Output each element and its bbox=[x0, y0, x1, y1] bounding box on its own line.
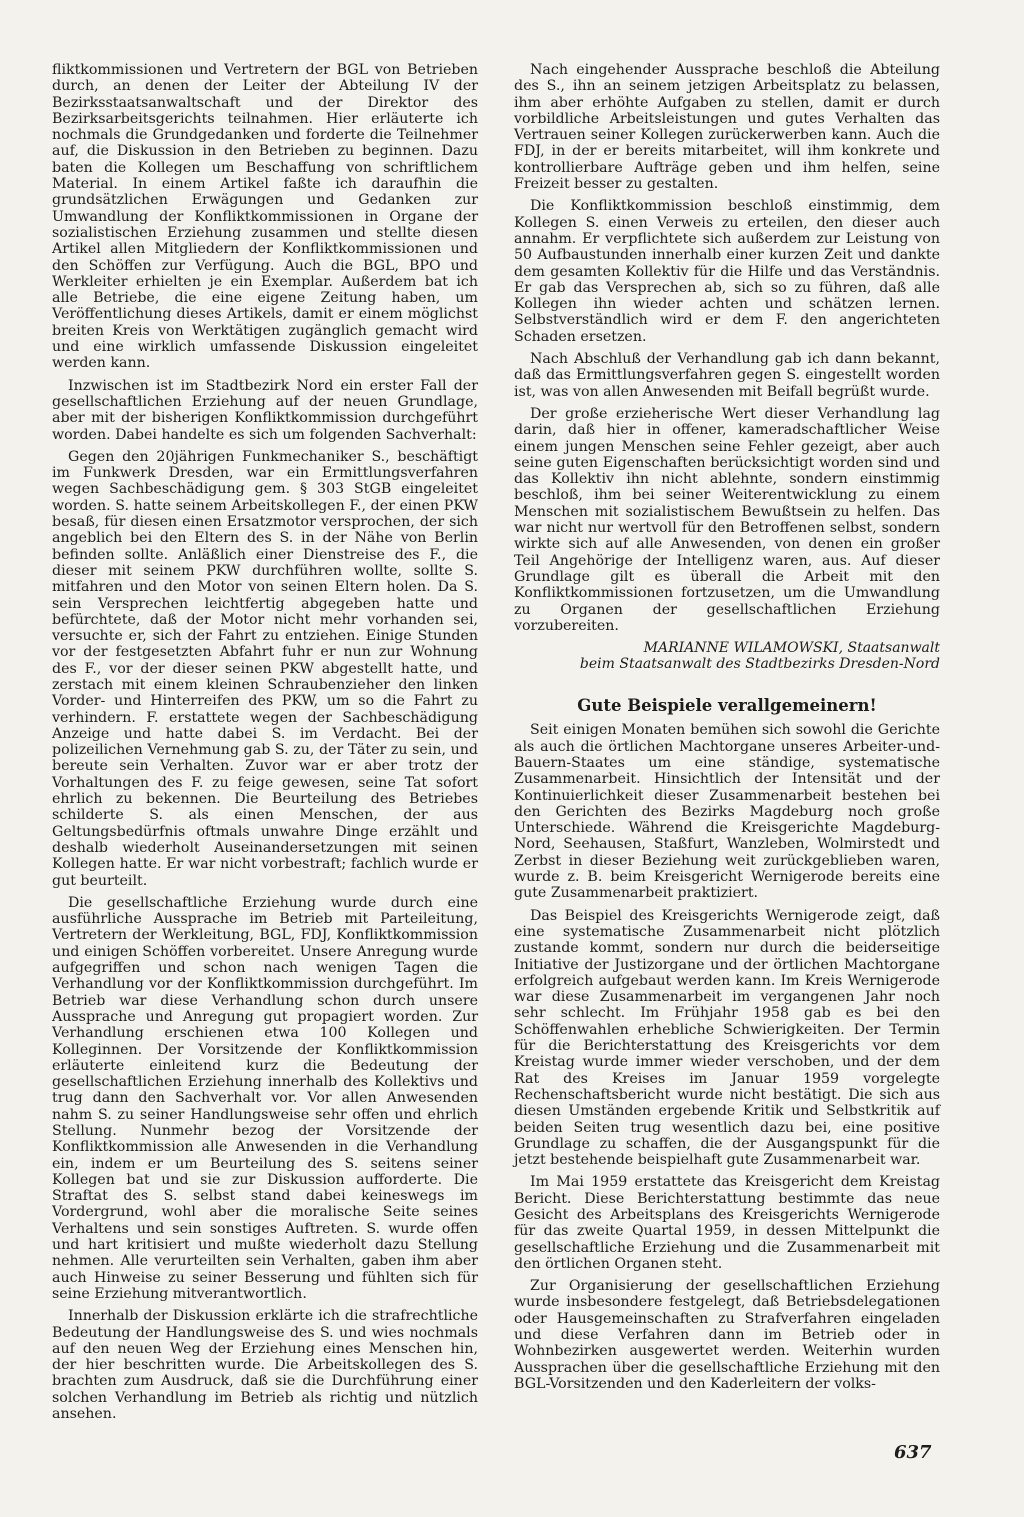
paragraph: Zur Organisierung der gesellschaftlichen Erziehung wurde insbesondere festgelegt, daß Betriebsdelegationen oder Hausgemeinschaften zu Strafverfahren eingeladen und diese Verfahren dann im Betrieb oder in Wohnbezirken ausgewertet werden. Weiterhin wurden Aussprachen über die gesellschaftliche Erziehung mit den BGL-Vorsitzenden und den Kaderleitern der volks- bbox=[514, 1278, 940, 1392]
paragraph: Gegen den 20jährigen Funkmechaniker S., beschäftigt im Funkwerk Dresden, war ein Ermittlungsverfahren wegen Sachbeschädigung gem. § 303 StGB eingeleitet worden. S. hatte seinem Arbeitskollegen F., der einen PKW besaß, für diesen einen Ersatzmotor versprochen, der sich angeblich bei den Eltern des S. in der Nähe von Berlin befinden sollte. Anläßlich einer Dienstreise des F., die dieser mit seinem PKW durchführen wollte, sollte S. mitfahren und den Motor von seinen Eltern holen. Da S. sein Versprechen leichtfertig abgegeben hatte und befürchtete, daß der Motor nicht mehr vorhanden sei, versuchte er, sich der Fahrt zu entziehen. Einige Stunden vor der festgesetzten Abfahrt fuhr er nun zur Wohnung des F., vor der dieser seinen PKW abgestellt hatte, und zerstach mit einem kleinen Schraubenzieher den linken Vorder- und Hinterreifen des PKW, um so die Fahrt zu verhindern. F. erstattete wegen der Sachbeschädigung Anzeige und hatte dabei S. im Verdacht. Bei der polizeilichen Vernehmung gab S. zu, der Täter zu sein, und bereute sein Verhalten. Zuvor war er aber trotz der Vorhaltungen des F. zu feige gewesen, seine Tat sofort ehrlich zu bekennen. Die Beurteilung des Betriebes schilderte S. als einen Menschen, der aus Geltungsbedürfnis oftmals unwahre Dinge erzählt und deshalb wiederholt Auseinandersetzungen mit seinen Kollegen hatte. Er war nicht vorbestraft; fachlich wurde er gut beurteilt. bbox=[52, 448, 478, 889]
paragraph: Seit einigen Monaten bemühen sich sowohl die Gerichte als auch die örtlichen Machtorgane unseres Arbeiter-und-Bauern-Staates um eine ständige, systematische Zusammenarbeit. Hinsichtlich der Intensität und der Kontinuierlichkeit dieser Zusammenarbeit bestehen bei den Gerichten des Bezirks Magdeburg noch große Unterschiede. Während die Kreisgerichte Magdeburg-Nord, Seehausen, Staßfurt, Wanzleben, Wolmirstedt und Zerbst in dieser Beziehung weit zurückgeblieben waren, wurde z. B. beim Kreisgericht Wernigerode bereits eine gute Zusammenarbeit praktiziert. bbox=[514, 722, 940, 902]
author-affiliation: beim Staatsanwalt des Stadtbezirks Dresden-Nord bbox=[579, 656, 940, 673]
paragraph: Innerhalb der Diskussion erklärte ich die strafrechtliche Bedeutung der Handlungsweise des S. und wies nochmals auf den neuen Weg der Erziehung eines Menschen hin, der hier beschritten wurde. Die Arbeitskollegen des S. brachten zum Ausdruck, daß sie die Durchführung einer solchen Verhandlung im Betrieb als richtig und nützlich ansehen. bbox=[52, 1308, 478, 1423]
author-signature bbox=[514, 640, 940, 672]
right-column bbox=[514, 62, 940, 1398]
paragraph: Nach Abschluß der Verhandlung gab ich dann bekannt, daß das Ermittlungsverfahren gegen S. eingestellt worden ist, was von allen Anwesenden mit Beifall begrüßt wurde. bbox=[514, 351, 940, 400]
paragraph: Nach eingehender Aussprache beschloß die Abteilung des S., ihn an seinem jetzigen Arbeitsplatz zu belassen, ihm aber erhöhte Aufgaben zu stellen, damit er durch vorbildliche Arbeitsleistungen und gutes Verhalten das Vertrauen seiner Kollegen zurückerwerben kann. Auch die FDJ, in der er bereits mitarbeitet, will ihm konkrete und kontrollierbare Aufträge geben und ihm helfen, seine Freizeit besser zu gestalten. bbox=[514, 62, 940, 193]
page-number: 637 bbox=[894, 1442, 932, 1463]
left-column bbox=[52, 62, 478, 1428]
paragraph: Inzwischen ist im Stadtbezirk Nord ein erster Fall der gesellschaftlichen Erziehung auf der neuen Grundlage, aber mit der bisherigen Konfliktkommission durchgeführt worden. Dabei handelte es sich um folgenden Sachverhalt: bbox=[52, 377, 478, 443]
paragraph: Im Mai 1959 erstattete das Kreisgericht dem Kreistag Bericht. Diese Berichterstattung bestimmte das neue Gesicht des Arbeitsplans des Kreisgerichts Wernigerode für das zweite Quartal 1959, in dessen Mittelpunkt die gesellschaftliche Erziehung und die Zusammenarbeit mit den örtlichen Organen steht. bbox=[514, 1174, 940, 1272]
author-name: MARIANNE WILAMOWSKI, Staatsanwalt bbox=[643, 640, 940, 657]
paragraph: Der große erzieherische Wert dieser Verhandlung lag darin, daß hier in offener, kameradschaftlicher Weise einem jungen Menschen seine Fehler gezeigt, aber auch seine guten Eigenschaften berücksichtigt worden sind und das Kollektiv ihn nicht ablehnte, sondern einstimmig beschloß, ihm bei seiner Weiterentwicklung zu einem Menschen mit sozialistischem Bewußtsein zu helfen. Das war nicht nur wertvoll für den Betroffenen selbst, sondern wirkte sich auf alle Anwesenden, von denen ein großer Teil Angehörige der Intelligenz waren, aus. Auf dieser Grundlage gilt es überall die Arbeit mit den Konfliktkommissionen fortzusetzen, um die Umwandlung zu Organen der gesellschaftlichen Erziehung vorzubereiten. bbox=[514, 405, 940, 634]
paragraph: Das Beispiel des Kreisgerichts Wernigerode zeigt, daß eine systematische Zusammenarbeit nicht plötzlich zustande kommt, sondern nur durch die beiderseitige Initiative der Justizorgane und der örtlichen Machtorgane erfolgreich aufgebaut werden kann. Im Kreis Wernigerode war diese Zusammenarbeit im vergangenen Jahr noch sehr schlecht. Im Frühjahr 1958 gab es bei den Schöffenwahlen erhebliche Schwierigkeiten. Der Termin für die Berichterstattung des Kreisgerichts vor dem Kreistag wurde immer wieder verschoben, und der dem Rat des Kreises im Januar 1959 vorgelegte Rechenschaftsbericht wurde nicht bestätigt. Die sich aus diesen Umständen ergebende Kritik und Selbstkritik auf beiden Seiten trug wesentlich dazu bei, eine positive Grundlage zu schaffen, die der Ausgangspunkt für die jetzt bestehende beispielhaft gute Zusammenarbeit war. bbox=[514, 907, 940, 1169]
paragraph: Die Konfliktkommission beschloß einstimmig, dem Kollegen S. einen Verweis zu erteilen, den dieser auch annahm. Er verpflichtete sich außerdem zur Leistung von 50 Aufbaustunden innerhalb einer kurzen Zeit und dankte dem gesamten Kollektiv für die Hilfe und das Verständnis. Er gab das Versprechen ab, sich so zu führen, daß alle Kollegen ihn wieder achten und schätzen lernen. Selbstverständlich wird er dem F. den angerichteten Schaden ersetzen. bbox=[514, 198, 940, 345]
paragraph: Die gesellschaftliche Erziehung wurde durch eine ausführliche Aussprache im Betrieb mit Parteileitung, Vertretern der Werkleitung, BGL, FDJ, Konfliktkommission und einigen Schöffen vorbereitet. Unsere Anregung wurde aufgegriffen und schon nach wenigen Tagen die Verhandlung vor der Konfliktkommission durchgeführt. Im Betrieb war diese Verhandlung schon durch unsere Aussprache und Anregung gut propagiert worden. Zur Verhandlung erschienen etwa 100 Kollegen und Kolleginnen. Der Vorsitzende der Konfliktkommission erläuterte einleitend kurz die Bedeutung der gesellschaftlichen Erziehung innerhalb des Kollektivs und trug dann den Sachverhalt vor. Vor allen Anwesenden nahm S. zu seiner Handlungsweise sehr offen und ehrlich Stellung. Nunmehr bezog der Vorsitzende der Konfliktkommission alle Anwesenden in die Verhandlung ein, indem er um Beurteilung des S. seitens seiner Kollegen bat und sie zur Diskussion aufforderte. Die Straftat des S. selbst stand dabei keineswegs im Vordergrund, wohl aber die moralische Seite seines Verhaltens und sein sonstiges Auftreten. S. wurde offen und hart kritisiert und mußte wiederholt dazu Stellung nehmen. Alle verurteilten sein Verhalten, gaben ihm aber auch Hinweise zu seiner Besserung und fühlten sich für seine Erziehung mitverantwortlich. bbox=[52, 894, 478, 1302]
paragraph: fliktkommissionen und Vertretern der BGL von Betrieben durch, an denen der Leiter der Abteilung IV der Bezirksstaatsanwaltschaft und der Direktor des Bezirksarbeitsgerichts teilnahmen. Hier erläuterte ich nochmals die Grundgedanken und forderte die Teilnehmer auf, die Diskussion in den Betrieben zu beginnen. Dazu baten die Kollegen um Beschaffung von schriftlichem Material. In einem Artikel faßte ich daraufhin die grundsätzlichen Erwägungen und Gedanken zur Umwandlung der Konfliktkommissionen in Organe der sozialistischen Erziehung zusammen und stellte diesen Artikel allen Mitgliedern der Konfliktkommissionen und den Schöffen zur Verfügung. Auch die BGL, BPO und Werkleiter erhielten je ein Exemplar. Außerdem bat ich alle Betriebe, die eine eigene Zeitung haben, um Veröffentlichung dieses Artikels, damit er einem möglichst breiten Kreis von Werktätigen zugänglich gemacht wird und eine wirklich umfassende Diskussion eingeleitet werden kann. bbox=[52, 62, 478, 372]
section-heading: Gute Beispiele verallgemeinern! bbox=[577, 696, 877, 716]
